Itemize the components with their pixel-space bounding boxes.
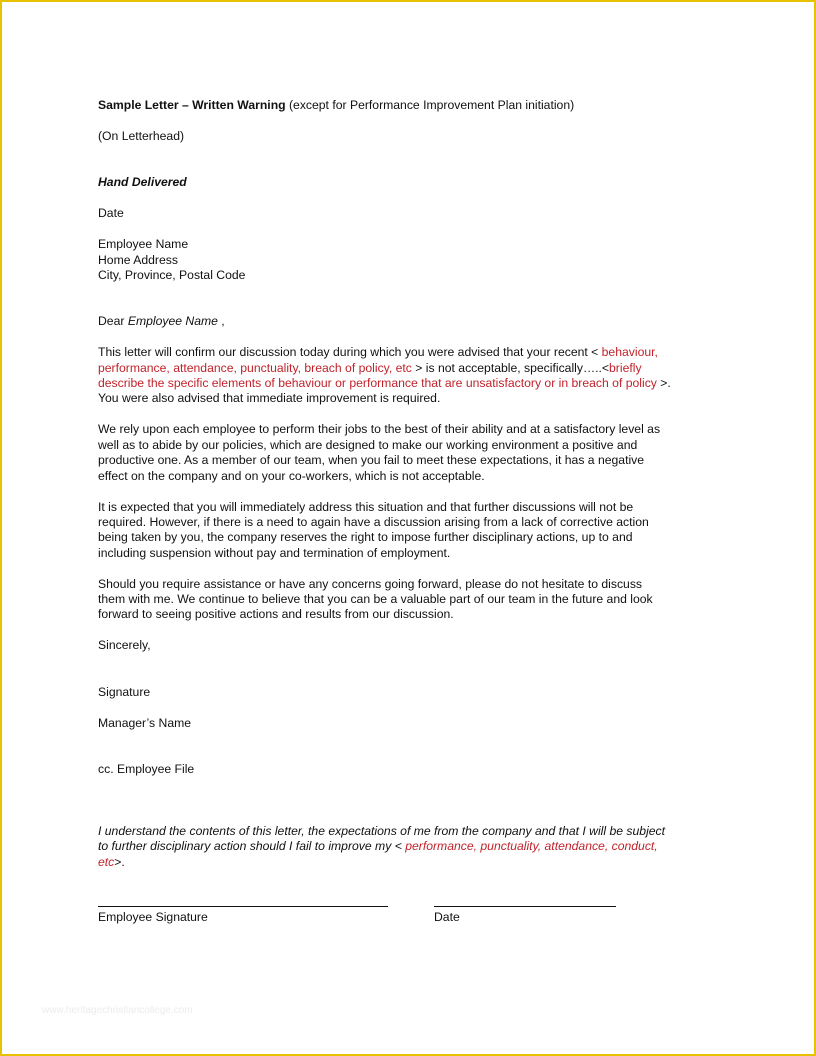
text-line: productive one. As a member of our team, when you fail to meet these expectations, it has a negative: [98, 453, 645, 468]
closing: Sincerely,: [98, 638, 151, 653]
placeholder-text: performance, punctuality, attendance, conduct,: [405, 839, 658, 854]
manager-name: Manager’s Name: [98, 715, 192, 730]
letterhead-note: (On Letterhead): [98, 128, 185, 143]
date-signature-line: [434, 893, 616, 907]
address-line: Home Address: [98, 252, 178, 267]
salutation-dear: Dear: [98, 314, 128, 329]
text-line: required. However, if there is a need to again have a discussion arising from a lack of corrective action: [98, 514, 649, 529]
placeholder-text: etc: [98, 854, 115, 869]
salutation-comma: ,: [217, 314, 225, 329]
letter-body: [98, 98, 722, 870]
placeholder-text: performance, attendance, punctuality, breach of policy, etc: [98, 360, 416, 375]
paragraph-confirmation: [98, 345, 722, 407]
text-line: well as to abide by our policies, which are designed to make our working environment a positive and: [98, 437, 638, 452]
signature-placeholder: Signature: [98, 684, 151, 699]
text-line: Should you require assistance or have any concerns going forward, please do not hesitate to discuss: [98, 576, 643, 591]
paragraph-consequences: [98, 500, 722, 562]
placeholder-text: behaviour,: [601, 345, 658, 360]
text-line: forward to seeing positive actions and results from our discussion.: [98, 607, 454, 622]
delivery-method: Hand Delivered: [98, 175, 187, 190]
paragraph-expectations: [98, 422, 722, 484]
heading-note: (except for Performance Improvement Plan initiation): [285, 98, 575, 112]
address-line: Employee Name: [98, 237, 189, 252]
text-line: being taken by you, the company reserves the right to impose further disciplinary actions, up to and: [98, 530, 633, 545]
acknowledgement: [98, 824, 722, 870]
paragraph-support: [98, 577, 722, 623]
date-field: Date: [98, 206, 124, 221]
text-line: It is expected that you will immediately address this situation and that further discussions will not be: [98, 499, 634, 514]
cc-line: cc. Employee File: [98, 762, 195, 777]
address-block: [98, 237, 722, 283]
text-line: effect on the company and on your co-workers, which is not acceptable.: [98, 468, 485, 483]
employee-signature-line: [98, 893, 388, 907]
text-run: > is not acceptable, specifically…..<: [415, 360, 610, 375]
text-line: I understand the contents of this letter, the expectations of me from the company and that I will be subject: [98, 823, 666, 838]
text-run: >.: [114, 854, 125, 869]
employee-signature-label: Employee Signature: [98, 910, 208, 924]
text-line: them with me. We continue to believe that you can be a valuable part of our team in the future and look: [98, 592, 653, 607]
text-run: This letter will confirm our discussion today during which you were advised that your recent <: [98, 345, 602, 360]
address-line: City, Province, Postal Code: [98, 267, 246, 282]
placeholder-text: describe the specific elements of behaviour or performance that are unsatisfactory or in breach of policy: [98, 376, 657, 391]
heading-title: Sample Letter – Written Warning: [98, 98, 286, 112]
watermark: www.heritagechristiancollege.com: [42, 1005, 193, 1016]
text-run: to further disciplinary action should I fail to improve my <: [98, 839, 406, 854]
text-line: including suspension without pay and termination of employment.: [98, 545, 451, 560]
date-label: Date: [434, 910, 460, 924]
letter-heading: [98, 98, 722, 113]
text-line: You were also advised that immediate improvement is required.: [98, 391, 441, 406]
salutation-name: Employee Name: [127, 314, 218, 329]
placeholder-text: briefly: [609, 360, 642, 375]
text-line: We rely upon each employee to perform their jobs to the best of their ability and at a satisfactory level as: [98, 422, 661, 437]
text-run: >.: [656, 376, 671, 391]
salutation: [98, 314, 722, 329]
